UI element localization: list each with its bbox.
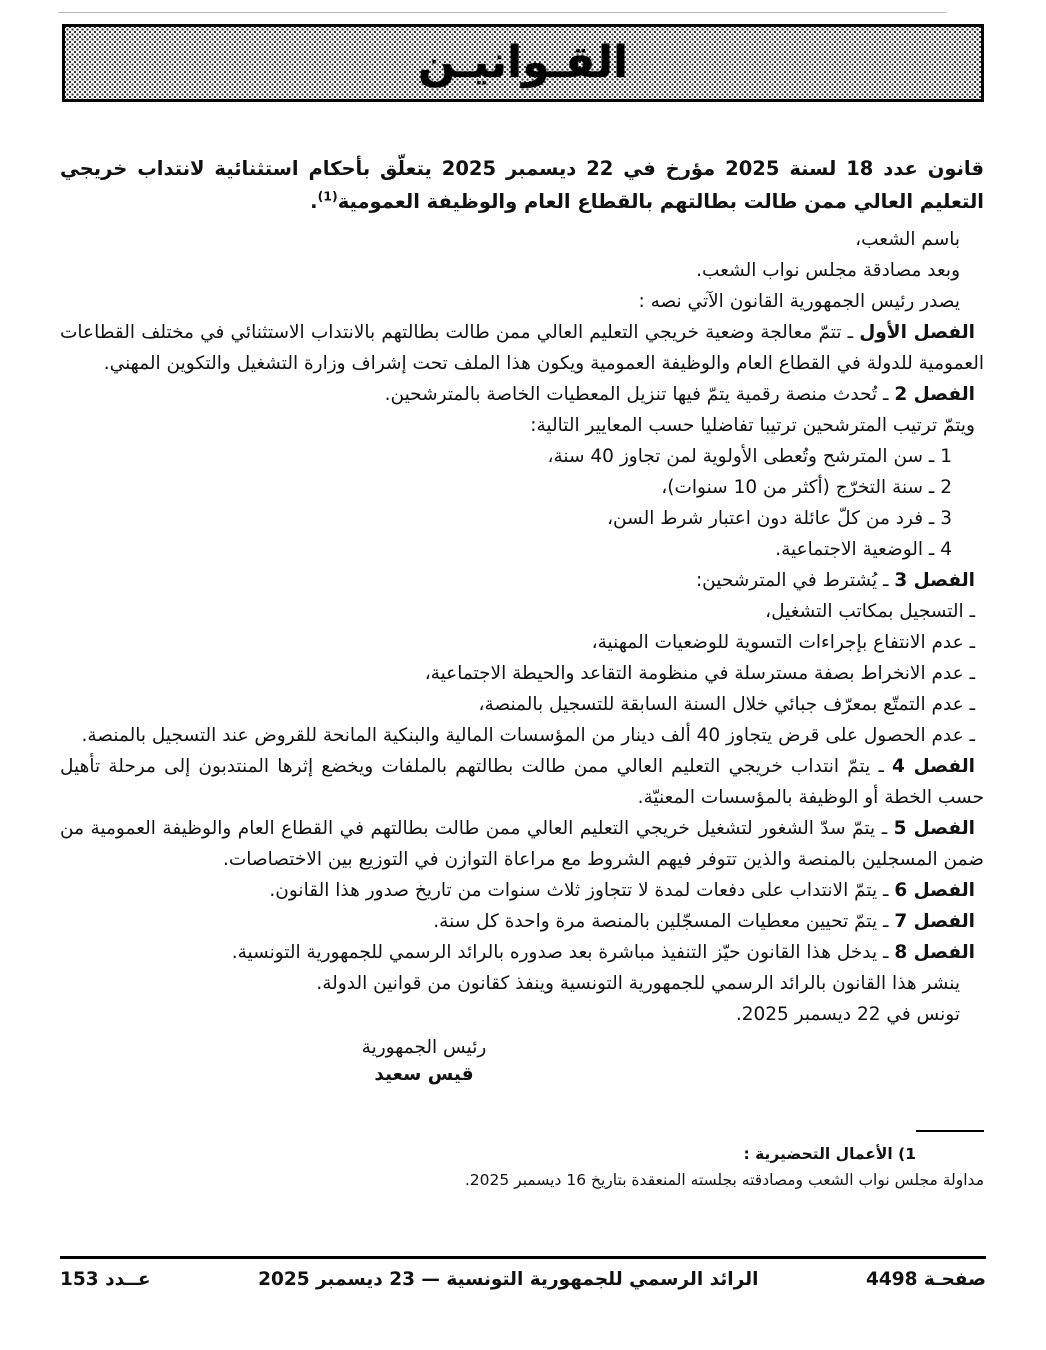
- footer-page-number: صفحـة 4498: [865, 1269, 986, 1290]
- laws-section-banner: [62, 24, 984, 102]
- article-8: [60, 937, 984, 968]
- place-and-date: تونس في 22 ديسمبر 2025.: [735, 1004, 960, 1025]
- article-8-text: ـ يدخل هذا القانون حيّز التنفيذ مباشرة بعد صدوره بالرائد الرسمي للجمهورية التونسية.: [231, 942, 895, 963]
- page-footer: [60, 1256, 986, 1290]
- article-7: [60, 906, 984, 937]
- condition-5: ـ عدم الحصول على قرض يتجاوز 40 ألف دينار من المؤسسات المالية والبنكية المانحة للقروض عند التسجيل بالمنصة.: [81, 725, 975, 746]
- page-top-hairline: [58, 12, 946, 13]
- article-7-text: ـ يتمّ تحيين معطيات المسجّلين بالمنصة مرة واحدة كل سنة.: [433, 911, 895, 932]
- footnote-separator-rule: [916, 1130, 984, 1132]
- signature-block: [304, 1034, 544, 1088]
- article-4-text: ـ يتمّ انتداب خريجي التعليم العالي ممن طالت بطالتهم بالملفات ويخضع إثرها المنتدبون إلى مرحلة تأهيل حسب الخطة أو الوظيفة بالمؤسسات المعنيّة.: [60, 756, 984, 808]
- article-1: [60, 317, 984, 379]
- article-3-number: الفصل 3: [894, 570, 975, 591]
- article-6: [60, 875, 984, 906]
- article-2: [60, 379, 984, 410]
- footer-issue-number: عــدد 153: [60, 1269, 151, 1290]
- criterion-3: 3 ـ فرد من كلّ عائلة دون اعتبار شرط السن،: [607, 508, 952, 529]
- sorting-intro: ويتمّ ترتيب المترشحين ترتيبا تفاضليا حسب المعايير التالية:: [530, 415, 975, 436]
- signatory-title: رئيس الجمهورية: [361, 1037, 487, 1058]
- footer-rule: [60, 1256, 986, 1259]
- article-3: [60, 565, 984, 596]
- law-title-period: .: [310, 190, 318, 213]
- footer-row: [60, 1269, 986, 1290]
- criterion-1: 1 ـ سن المترشح وتُعطى الأولوية لمن تجاوز 40 سنة،: [547, 446, 952, 467]
- footnote-header: 1) الأعمال التحضيرية :: [743, 1145, 916, 1163]
- article-4-number: الفصل 4: [892, 756, 975, 777]
- signatory-name: قيس سعيد: [374, 1064, 474, 1085]
- intro-president-promulgation: يصدر رئيس الجمهورية القانون الآتي نصه :: [638, 291, 960, 312]
- criterion-4: 4 ـ الوضعية الاجتماعية.: [775, 539, 952, 560]
- law-body: [60, 152, 984, 1088]
- article-6-text: ـ يتمّ الانتداب على دفعات لمدة لا تتجاوز ثلاث سنوات من تاريخ صدور هذا القانون.: [269, 880, 895, 901]
- article-5: [60, 813, 984, 875]
- article-1-text: ـ تتمّ معالجة وضعية خريجي التعليم العالي ممن طالت بطالتهم بالانتداب الاستثنائي في مختلف القطاعات العمومية للدولة في القطاع العام والوظيفة العمومية ويكون هذا الملف تحت إشراف وزارة التشغيل والتكوين المهني.: [60, 322, 984, 374]
- article-8-number: الفصل 8: [894, 942, 975, 963]
- article-6-number: الفصل 6: [894, 880, 975, 901]
- footer-journal-title-date: الرائد الرسمي للجمهورية التونسية — 23 ديسمبر 2025: [258, 1269, 759, 1290]
- footnote-block: [60, 1130, 984, 1193]
- article-5-text: ـ يتمّ سدّ الشغور لتشغيل خريجي التعليم العالي ممن طالت بطالتهم في القطاع العام والوظيفة العمومية من ضمن المسجلين بالمنصة والذين تتوفر فيهم الشروط مع مراعاة التوازن في التوزيع بين الاختصاصات.: [60, 818, 984, 870]
- article-1-number: الفصل الأول: [859, 322, 975, 343]
- condition-2: ـ عدم الانتفاع بإجراءات التسوية للوضعيات المهنية،: [591, 632, 975, 653]
- article-3-text: ـ يُشترط في المترشحين:: [695, 570, 895, 591]
- footnote-reference: (1): [317, 188, 338, 204]
- law-title: [60, 152, 984, 218]
- footnote-text: مداولة مجلس نواب الشعب ومصادقته بجلسته المنعقدة بتاريخ 16 ديسمبر 2025.: [464, 1171, 984, 1189]
- article-2-number: الفصل 2: [894, 384, 975, 405]
- condition-3: ـ عدم الانخراط بصفة مسترسلة في منظومة التقاعد والحيطة الاجتماعية،: [424, 663, 975, 684]
- condition-4: ـ عدم التمتّع بمعرّف جبائي خلال السنة السابقة للتسجيل بالمنصة،: [478, 694, 975, 715]
- publication-clause: ينشر هذا القانون بالرائد الرسمي للجمهورية التونسية وينفذ كقانون من قوانين الدولة.: [316, 973, 960, 994]
- criterion-2: 2 ـ سنة التخرّج (أكثر من 10 سنوات)،: [661, 477, 952, 498]
- laws-section-title: القـوانيـن: [417, 37, 629, 88]
- article-2-text: ـ تُحدث منصة رقمية يتمّ فيها تنزيل المعطيات الخاصة بالمترشحين.: [384, 384, 895, 405]
- intro-parliament-approval: وبعد مصادقة مجلس نواب الشعب.: [696, 260, 960, 281]
- article-7-number: الفصل 7: [894, 911, 975, 932]
- condition-1: ـ التسجيل بمكاتب التشغيل،: [765, 601, 975, 622]
- article-4: [60, 751, 984, 813]
- article-5-number: الفصل 5: [893, 818, 975, 839]
- law-title-text: قانون عدد 18 لسنة 2025 مؤرخ في 22 ديسمبر 2025 يتعلّق بأحكام استثنائية لانتداب خريجي التعليم العالي ممن طالت بطالتهم بالقطاع العام والوظيفة العمومية: [60, 157, 985, 213]
- intro-in-the-name-of-people: باسم الشعب،: [855, 229, 960, 250]
